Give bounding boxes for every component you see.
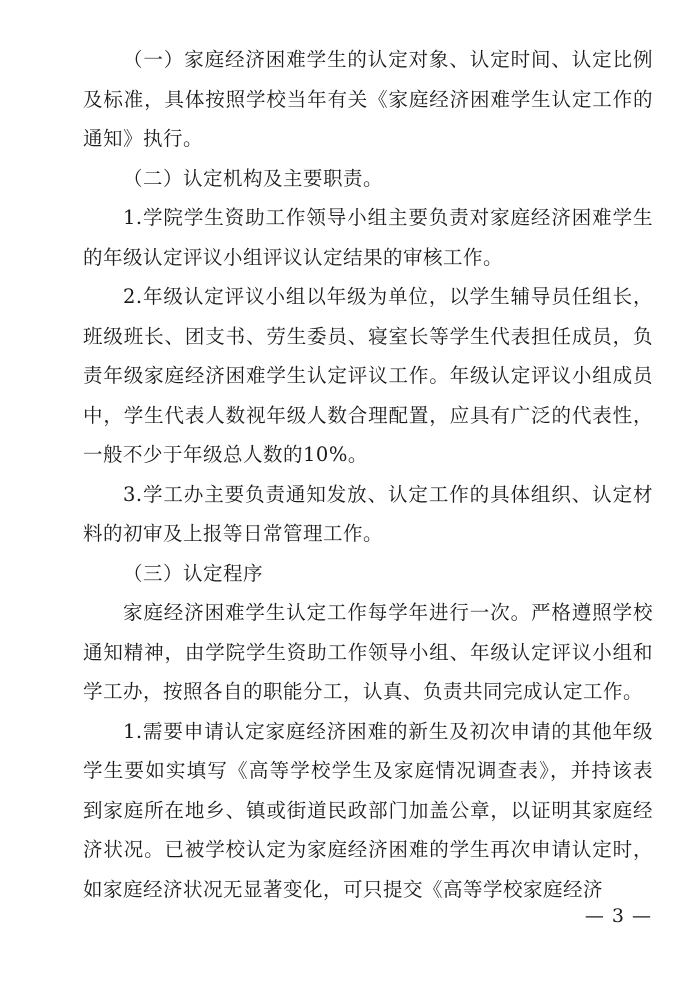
page-number: — 3 — (584, 905, 652, 927)
paragraph-criteria: （一）家庭经济困难学生的认定对象、认定时间、认定比例及标准，具体按照学校当年有关《家庭经济困难学生认定工作的通知》执行。 (83, 48, 653, 150)
paragraph-leading-group: 1.学院学生资助工作领导小组主要负责对家庭经济困难学生的年级认定评议小组评议认定结果的审核工作。 (83, 206, 653, 269)
paragraph-application-step: 1.需要申请认定家庭经济困难的新生及初次申请的其他年级学生要如实填写《高等学校学生及家庭情况调查表》，并持该表到家庭所在地乡、镇或街道民政部门加盖公章，以证明其家庭经济状况。已被学校认定为家庭经济困难的学生再次申请认定时，如家庭经济状况无显著变化，可只提交《高等学校家庭经济 (83, 719, 653, 901)
paragraph-student-office: 3.学工办主要负责通知发放、认定工作的具体组织、认定材料的初审及上报等日常管理工作。 (83, 482, 653, 545)
paragraph-procedure-intro: 家庭经济困难学生认定工作每学年进行一次。严格遵照学校通知精神，由学院学生资助工作领导小组、年级认定评议小组和学工办，按照各自的职能分工，认真、负责共同完成认定工作。 (83, 601, 653, 703)
section-heading-procedure: （三）认定程序 (123, 561, 264, 585)
document-body (83, 40, 653, 909)
section-heading-organization: （二）认定机构及主要职责。 (123, 166, 384, 190)
paragraph-grade-committee: 2.年级认定评议小组以年级为单位，以学生辅导员任组长，班级班长、团支书、劳生委员、寝室长等学生代表担任成员，负责年级家庭经济困难学生认定评议工作。年级认定评议小组成员中，学生代表人数视年级人数合理配置，应具有广泛的代表性，一般不少于年级总人数的10%。 (83, 285, 653, 466)
